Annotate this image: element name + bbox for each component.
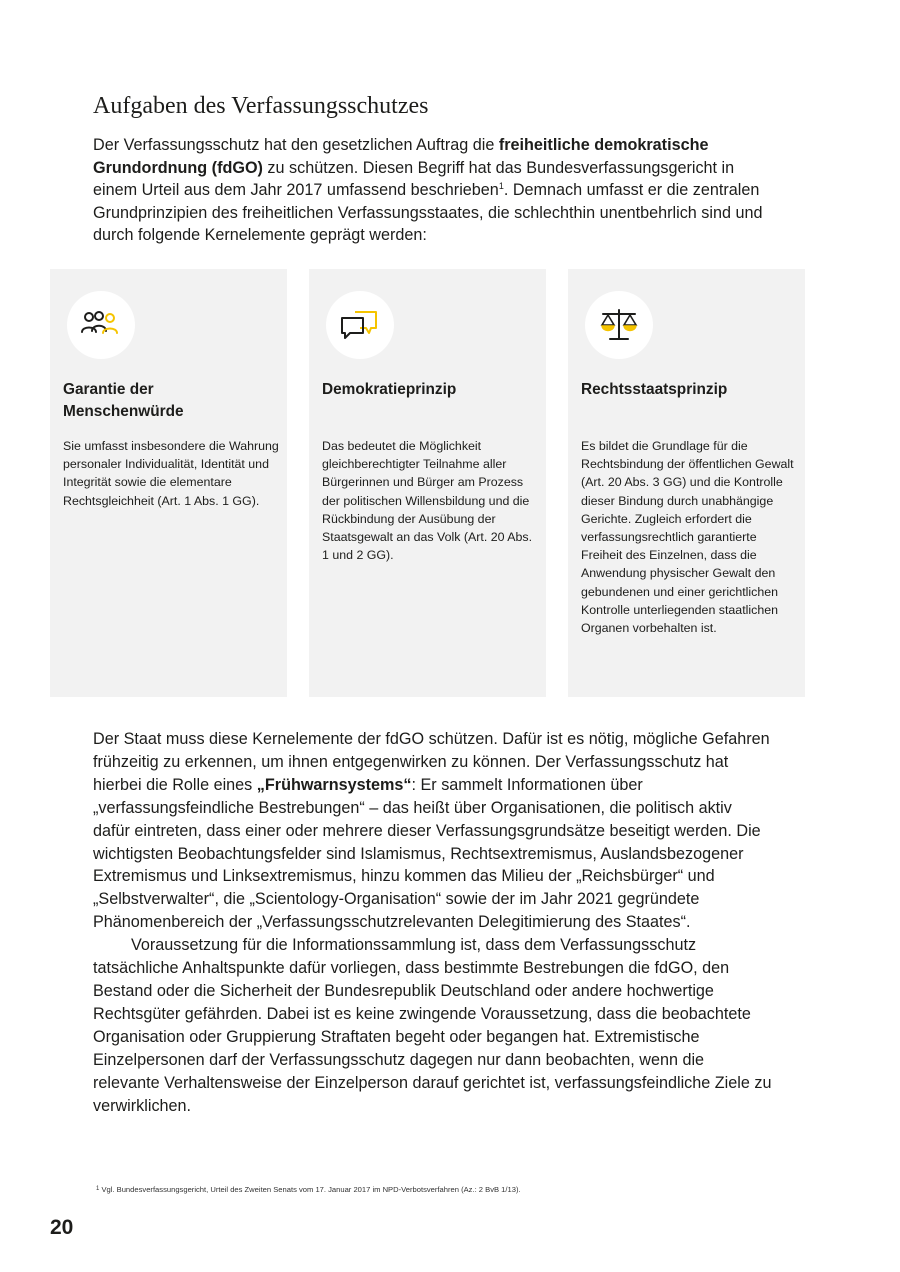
body-paragraph — [93, 728, 773, 934]
intro-text-2: zu schützen. Diesen Begriff hat das Bundesverfassungsgericht in einem Urteil aus dem Jahr 2017 umfassend beschrieben — [93, 158, 735, 200]
intro-bold-term: freiheitliche demokratische Grundordnung (fdGO) — [93, 136, 709, 177]
footnote-reference[interactable]: 1 — [498, 181, 504, 192]
card-icon-circle — [585, 291, 653, 359]
card-icon-circle — [67, 291, 135, 359]
body-text-1: Der Staat muss diese Kernelemente der fdGO schützen. Dafür ist es nötig, mögliche Gefahren frühzeitig zu erkennen, um ihnen entgegenwirken zu können. Der Verfassungsschutz hat hierbei die Rolle eines — [93, 730, 770, 794]
body-paragraph: Voraussetzung für die Informationssammlung ist, dass dem Verfassungsschutz tatsächliche Anhaltspunkte dafür vorliegen, dass bestimmte Bestrebungen die fdGO, den Bestand oder die Sicherheit der Bundesrepublik Deutschland oder andere hochwertige Rechtsgüter gefährden. Dabei ist es keine zwingende Voraussetzung, dass die beobachtete Organisation oder Gruppierung Straftaten begeht oder begangen hat. Extremistische Einzelpersonen darf der Verfassungsschutz dagegen nur dann beobachten, wenn die relevante Verhaltensweise der Einzelperson darauf gerichtet ist, verfassungsfeindliche Ziele zu verwirklichen. — [93, 936, 772, 1115]
body-text-2: : Er sammelt Informationen über „verfassungsfeindliche Bestrebungen“ – das heißt über Organisationen, die politisch aktiv dafür eintreten, dass einer oder mehrere dieser Verfassungsgrundsätze beseitigt werden. Die wichtigsten Beobachtungsfelder sind Islamismus, Rechtsextremismus, Auslandsbezogener Extremismus und Linksextremismus, hinzu kommen das Milieu der „Reichsbürger“ und „Selbstverwalter“, die „Scientology-Organisation“ sowie der im Jahr 2021 gegründete Phänomenbereich der „Verfassungsschutzrelevanten Delegitimierung des Staates“. — [93, 775, 761, 932]
card-icon-circle — [326, 291, 394, 359]
card-text: Das bedeutet die Möglichkeit gleichberechtigter Teilnahme aller Bürgerinnen und Bürger am Prozess der politischen Willensbildung und die Rückbindung der Ausübung der Staatsgewalt an das Volk (Art. 20 Abs. 1 und 2 GG). — [322, 439, 533, 563]
footnote-number: 1 — [96, 1186, 100, 1192]
footnote-text: Vgl. Bundesverfassungsgericht, Urteil des Zweiten Senats vom 17. Januar 2017 im NPD-Verbotsverfahren (Az.: 2 BvB 1/13). — [99, 1185, 521, 1194]
card-rechtsstaatsprinzip — [568, 269, 805, 697]
card-title: Rechtsstaatsprinzip — [581, 381, 728, 398]
intro-paragraph — [93, 134, 773, 247]
card-text: Es bildet die Grundlage für die Rechtsbindung der öffentlichen Gewalt (Art. 20 Abs. 3 GG) und die Kontrolle dieser Bindung durch unabhängige Gerichte. Zugleich erfordert die verfassungsrechtlich garantierte Freiheit des Einzelnen, dass die Anwendung physischer Gewalt den gebundenen und einer gerichtlichen Kontrolle unterliegenden staatlichen Organen vorbehalten ist. — [581, 439, 794, 636]
intro-text-1: Der Verfassungsschutz hat den gesetzlichen Auftrag die — [93, 136, 499, 154]
speech-bubbles-icon — [340, 305, 380, 345]
body-text — [93, 728, 773, 1117]
footnote — [96, 1185, 796, 1195]
card-demokratieprinzip — [309, 269, 546, 697]
card-title: Demokratieprinzip — [322, 381, 457, 398]
section-heading: Aufgaben des Verfassungsschutzes — [93, 93, 429, 119]
intro-text-3: . Demnach umfasst er die zentralen Grundprinzipien des freiheitlichen Verfassungsstaates, die schlechthin unentbehrlich sind und durch folgende Kernelemente geprägt werden: — [93, 181, 763, 245]
card-menschenwuerde — [50, 269, 287, 697]
card-text: Sie umfasst insbesondere die Wahrung personaler Individualität, Identität und Integrität sowie die elementare Rechtsgleichheit (Art. 1 Abs. 1 GG). — [63, 439, 279, 508]
card-title: Garantie der Menschenwürde — [63, 381, 184, 420]
people-icon — [81, 305, 121, 345]
scales-icon — [599, 305, 639, 345]
page-number: 20 — [50, 1216, 74, 1239]
body-bold-term: „Frühwarnsystems“ — [256, 775, 412, 794]
